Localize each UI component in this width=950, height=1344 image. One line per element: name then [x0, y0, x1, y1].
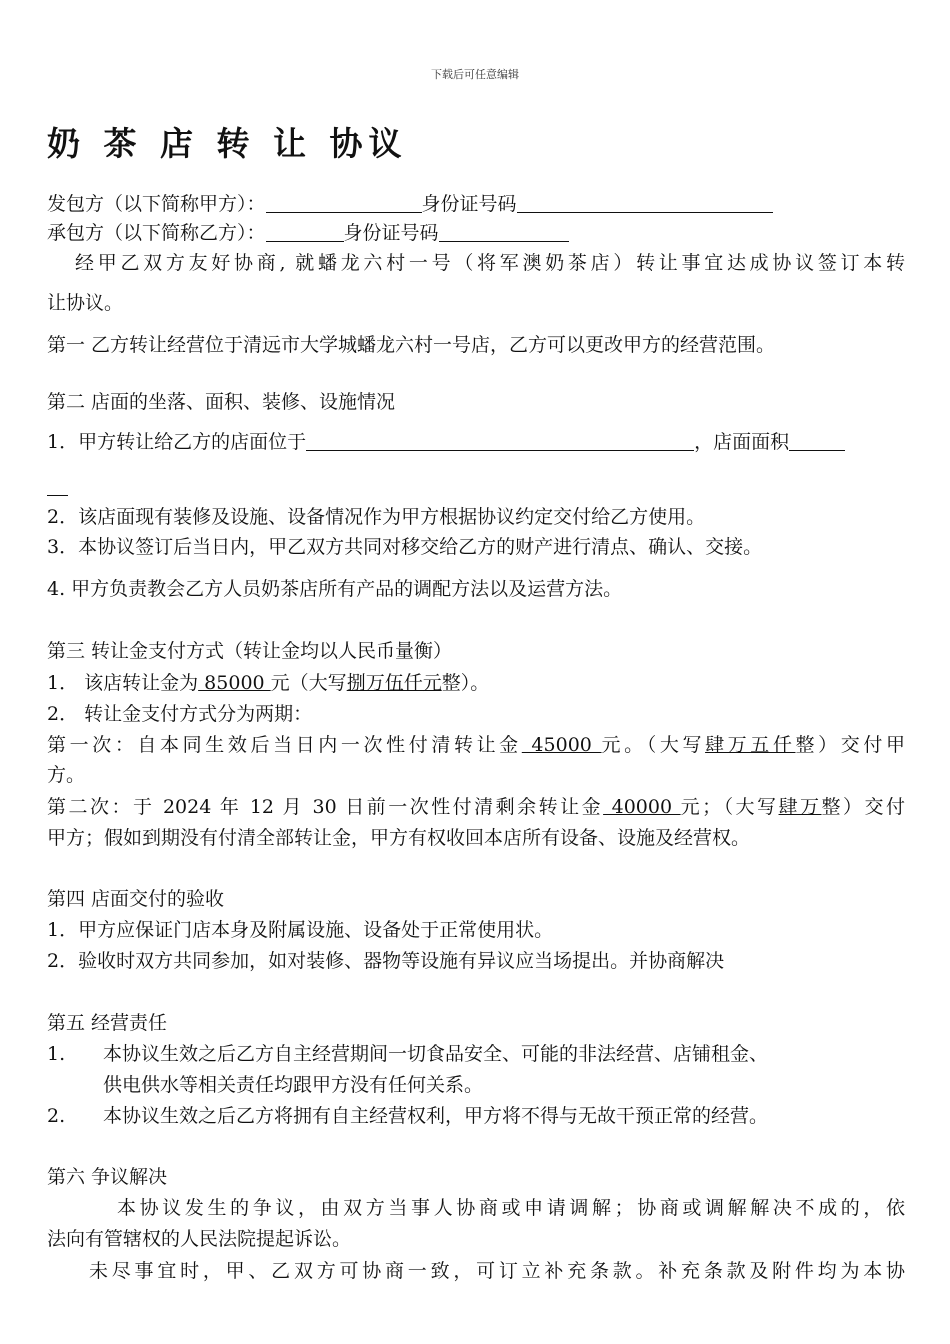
store-area-blank[interactable] — [789, 431, 845, 451]
party-b-id-label: 身份证号码 — [343, 222, 439, 244]
article-2-item-1-area-label: ，店面面积 — [694, 431, 790, 453]
party-a-name-blank[interactable] — [266, 193, 422, 213]
payment-1-text: 第一次：自本同生效后当日内一次性付清转让金 — [47, 734, 522, 756]
payment-2-end: 整）交付 — [821, 796, 905, 818]
article-5-item-1-cont: 供电供水等相关责任均跟甲方没有任何关系。 — [103, 1074, 484, 1096]
article-2-item-3: 3．本协议签订后当日内，甲乙双方共同对移交给乙方的财产进行清点、确认、交接。 — [47, 536, 763, 558]
article-1: 第一 乙方转让经营位于清远市大学城蟠龙六村一号店，乙方可以更改甲方的经营范围。 — [47, 334, 776, 356]
party-a-id-blank[interactable] — [517, 193, 773, 213]
article-4-heading: 第四 店面交付的验收 — [47, 888, 225, 910]
payment-2-line-2: 甲方；假如到期没有付清全部转让金，甲方有权收回本店所有设备、设施及经营权。 — [47, 827, 751, 849]
transfer-amount: 85000 — [198, 672, 271, 694]
article-2-item-1-text: 1．甲方转让给乙方的店面位于 — [47, 431, 307, 453]
payment-2-amount-upper: 肆万 — [778, 796, 822, 818]
payment-1-amount: 45000 — [521, 734, 602, 756]
article-6-para-2: 未尽事宜时，甲、乙双方可协商一致，可订立补充条款。补充条款及附件均为本协 — [89, 1260, 905, 1282]
party-b-label: 承包方（以下简称乙方）： — [47, 222, 266, 244]
page-header: 下载后可任意编辑 — [431, 68, 519, 81]
payment-2-line — [47, 794, 905, 820]
payment-1-upper-label: 元。（大写 — [601, 734, 706, 756]
article-6-para-1: 本协议发生的争议，由双方当事人协商或申请调解；协商或调解解决不成的，依 — [117, 1197, 905, 1219]
article-2-item-4: 4. 甲方负责教会乙方人员奶茶店所有产品的调配方法以及运营方法。 — [47, 578, 623, 600]
article-2-item-2: 2．该店面现有装修及设施、设备情况作为甲方根据协议约定交付给乙方使用。 — [47, 506, 706, 528]
intro-line-2: 让协议。 — [47, 292, 124, 314]
article-3-item-1-end: 整）。 — [441, 672, 490, 694]
payment-1-end: 整）交付甲 — [795, 734, 905, 756]
article-5-item-2: 本协议生效之后乙方将拥有自主经营权利，甲方将不得与无故干预正常的经营。 — [103, 1105, 769, 1127]
party-b-id-blank[interactable] — [439, 222, 569, 242]
payment-1-line — [47, 732, 905, 758]
transfer-amount-upper: 捌万伍仟元 — [346, 672, 442, 694]
article-3-item-1 — [47, 670, 905, 696]
document-title: 奶 茶 店 转 让 协议 — [47, 124, 408, 163]
article-5-heading: 第五 经营责任 — [47, 1012, 168, 1034]
article-5-item-2-num: 2. — [47, 1105, 66, 1127]
payment-2-amount: 40000 — [603, 796, 681, 818]
store-area-blank-continued[interactable] — [47, 476, 68, 496]
article-3-item-1-text: 1． 该店转让金为 — [47, 672, 199, 694]
party-a-line — [47, 191, 905, 217]
article-2-item-1 — [47, 429, 905, 455]
article-3-item-2: 2． 转让金支付方式分为两期： — [47, 703, 313, 725]
article-3-item-1-upper-label: 元（大写 — [270, 672, 347, 694]
payment-2-text: 第二次：于 2024 年 12 月 30 日前一次性付清剩余转让金 — [47, 796, 604, 818]
article-2-heading: 第二 店面的坐落、面积、装修、设施情况 — [47, 391, 396, 413]
article-4-item-1: 1．甲方应保证门店本身及附属设施、设备处于正常使用状。 — [47, 919, 554, 941]
store-location-blank[interactable] — [306, 431, 694, 451]
party-a-label: 发包方（以下简称甲方）： — [47, 193, 266, 215]
intro-line-1: 经甲乙双方友好协商, 就蟠龙六村一号（将军澳奶茶店）转让事宜达成协议签订本转 — [75, 252, 905, 274]
party-b-name-blank[interactable] — [266, 222, 344, 242]
article-6-heading: 第六 争议解决 — [47, 1166, 168, 1188]
payment-1-amount-upper: 肆万五仟 — [705, 734, 796, 756]
article-6-para-1-cont: 法向有管辖权的人民法院提起诉讼。 — [47, 1228, 352, 1250]
store-area-blank-cont — [47, 474, 905, 500]
article-5-item-1: 本协议生效之后乙方自主经营期间一切食品安全、可能的非法经营、店铺租金、 — [103, 1043, 769, 1065]
payment-1-line-2: 方。 — [47, 764, 86, 786]
payment-2-upper-label: 元；（大写 — [680, 796, 779, 818]
article-5-item-1-num: 1. — [47, 1043, 66, 1065]
party-a-id-label: 身份证号码 — [421, 193, 517, 215]
party-b-line — [47, 220, 905, 246]
article-4-item-2: 2．验收时双方共同参加，如对装修、器物等设施有异议应当场提出。并协商解决 — [47, 950, 725, 972]
article-3-heading: 第三 转让金支付方式（转让金均以人民币量衡） — [47, 640, 453, 662]
